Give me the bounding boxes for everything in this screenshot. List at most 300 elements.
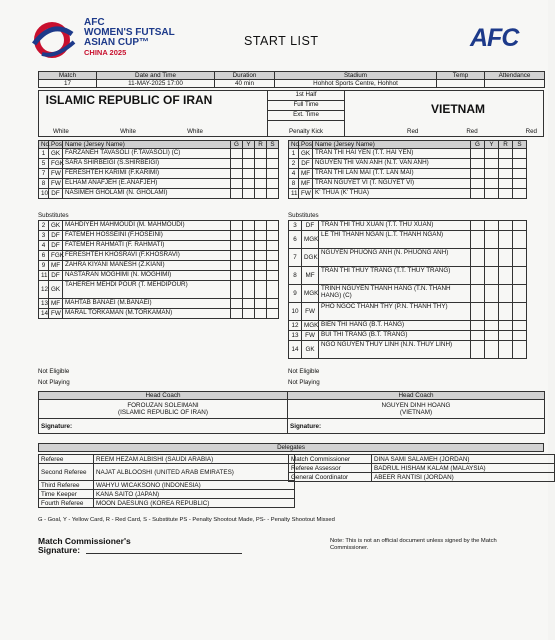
delegate-row xyxy=(289,464,555,473)
delegate-name: WAHYU WICAKSONO (INDONESIA) xyxy=(94,481,295,490)
player-row xyxy=(289,179,527,189)
player-stat-cell xyxy=(513,285,527,303)
tournament-logo xyxy=(28,18,208,64)
player-row xyxy=(289,149,527,159)
player-stat-cell xyxy=(255,271,267,281)
player-no: 14 xyxy=(289,341,302,359)
player-stat-cell xyxy=(513,267,527,285)
match-attendance xyxy=(485,80,545,88)
page-title: START LIST xyxy=(244,34,319,48)
player-pos: DF xyxy=(302,221,319,231)
column-header: Name (Jersey Name) xyxy=(63,141,231,149)
player-stat-cell xyxy=(267,241,279,251)
player-stat-cell xyxy=(267,271,279,281)
column-header: No. xyxy=(39,141,49,149)
delegates-table xyxy=(288,454,555,482)
player-no: 6 xyxy=(39,251,49,261)
player-stat-cell xyxy=(471,249,485,267)
player-stat-cell xyxy=(231,309,243,319)
player-stat-cell xyxy=(471,179,485,189)
teams-block xyxy=(38,90,544,137)
home-substitutes-label: Substitutes xyxy=(38,212,69,219)
player-row xyxy=(289,231,527,249)
player-stat-cell xyxy=(255,159,267,169)
home-coach-name: FOROUZAN SOLEIMANI xyxy=(127,402,199,409)
player-stat-cell xyxy=(255,241,267,251)
player-stat-cell xyxy=(255,251,267,261)
player-stat-cell xyxy=(499,321,513,331)
player-stat-cell xyxy=(471,303,485,321)
column-header: Y xyxy=(485,141,499,149)
player-no: 14 xyxy=(39,309,49,319)
player-no: 5 xyxy=(39,159,49,169)
player-row xyxy=(289,249,527,267)
player-table-header xyxy=(289,141,527,149)
player-no: 4 xyxy=(39,241,49,251)
away-starters-table xyxy=(288,140,527,199)
player-stat-cell xyxy=(255,179,267,189)
player-stat-cell xyxy=(243,169,255,179)
player-name: TRAN THI THU XUAN (T.T. THU XUAN) xyxy=(319,221,471,231)
player-stat-cell xyxy=(243,251,255,261)
player-no: 13 xyxy=(289,331,302,341)
delegate-role: Fourth Referee xyxy=(39,499,94,508)
player-stat-cell xyxy=(485,159,499,169)
player-no: 8 xyxy=(39,179,49,189)
legend-text: G - Goal, Y - Yellow Card, R - Red Card, S - Substitute PS - Penalty Shootout Made, PS- - Penalty Shootout Missed xyxy=(38,517,335,523)
player-row xyxy=(39,309,279,319)
player-stat-cell xyxy=(231,241,243,251)
home-not-playing: Not Playing xyxy=(38,379,70,386)
player-table xyxy=(38,220,279,319)
player-stat-cell xyxy=(231,299,243,309)
player-stat-cell xyxy=(255,149,267,159)
player-stat-cell xyxy=(485,149,499,159)
player-no: 4 xyxy=(289,169,299,179)
player-row xyxy=(289,169,527,179)
away-not-eligible: Not Eligible xyxy=(288,368,320,375)
player-no: 8 xyxy=(289,179,299,189)
player-stat-cell xyxy=(255,221,267,231)
match-info-value-row xyxy=(39,80,545,88)
match-commissioner-label: Match Commissioner's xyxy=(38,536,131,546)
player-stat-cell xyxy=(267,231,279,241)
player-stat-cell xyxy=(471,169,485,179)
player-stat-cell xyxy=(255,299,267,309)
player-stat-cell xyxy=(471,159,485,169)
delegate-name: ABEER RANTISI (JORDAN) xyxy=(372,473,555,482)
delegate-role: General Coordinator xyxy=(289,473,372,482)
player-no: 11 xyxy=(289,189,299,199)
player-pos: MF xyxy=(49,261,63,271)
player-name: SARA SHIRBEIGI (S.SHIRBEIGI) xyxy=(63,159,231,169)
player-row xyxy=(39,189,279,199)
match-info-table xyxy=(38,71,545,88)
period-1st-half: 1st Half xyxy=(268,91,344,101)
delegate-role: Second Referee xyxy=(39,464,94,481)
delegates-header: Delegates xyxy=(38,443,544,452)
player-stat-cell xyxy=(485,341,499,359)
player-stat-cell xyxy=(243,241,255,251)
player-stat-cell xyxy=(471,331,485,341)
player-name: K' THUA (K' THUA) xyxy=(313,189,471,199)
player-stat-cell xyxy=(513,231,527,249)
player-name: ZAHRA KIYANI MANESH (Z.KIANI) xyxy=(63,261,231,271)
player-name: FARZANEH TAVASOLI (F.TAVASOLI) (C) xyxy=(63,149,231,159)
player-no: 10 xyxy=(289,303,302,321)
player-name: MAHDIYEH MAHMOUDI (M. MAHMOUDI) xyxy=(63,221,231,231)
player-name: ELHAM ANAFJEH (E.ANAFJEH) xyxy=(63,179,231,189)
player-stat-cell xyxy=(513,303,527,321)
player-stat-cell xyxy=(485,221,499,231)
player-stat-cell xyxy=(255,261,267,271)
player-row xyxy=(39,271,279,281)
away-substitutes-label: Substitutes xyxy=(288,212,319,219)
player-pos: FW xyxy=(302,331,319,341)
head-coach-signature-row xyxy=(39,419,545,434)
delegates-left-table xyxy=(38,454,295,508)
player-name: PHO NGOC THANH THY (P.N. THANH THY) xyxy=(319,303,471,321)
player-pos: GK xyxy=(49,149,63,159)
player-stat-cell xyxy=(267,189,279,199)
delegates-table xyxy=(38,454,295,508)
player-stat-cell xyxy=(255,169,267,179)
player-pos: FW xyxy=(49,179,63,189)
player-stat-cell xyxy=(513,189,527,199)
player-name: TRAN NGUYET VI (T. NGUYET VI) xyxy=(313,179,471,189)
player-stat-cell xyxy=(267,169,279,179)
player-table xyxy=(288,220,527,359)
player-stat-cell xyxy=(499,159,513,169)
player-stat-cell xyxy=(231,221,243,231)
player-no: 7 xyxy=(289,249,302,267)
player-row xyxy=(39,261,279,271)
match-stadium: Hohhot Sports Centre, Hohhot xyxy=(275,80,437,88)
delegate-name: MOON DAESUNG (KOREA REPUBLIC) xyxy=(94,499,295,508)
player-row xyxy=(39,221,279,231)
home-coach-signature[interactable]: Signature: xyxy=(39,419,288,434)
column-header: Y xyxy=(243,141,255,149)
attendance-label: Attendance xyxy=(485,72,545,80)
period-ext-time: Ext. Time xyxy=(268,111,344,121)
delegate-name: NAJAT ALBLOOSHI (UNITED ARAB EMIRATES) xyxy=(94,464,295,481)
player-no: 9 xyxy=(39,261,49,271)
match-date-time: 11-MAY-2025 17:00 xyxy=(97,80,215,88)
period-penalty-kick: Penalty Kick xyxy=(288,128,324,135)
player-name: FERESHTEH KHOSRAVI (F.KHOSRAVI) xyxy=(63,251,231,261)
player-row xyxy=(289,267,527,285)
player-stat-cell xyxy=(499,303,513,321)
player-name: NASTARAN MOGHIMI (N. MOGHIMI) xyxy=(63,271,231,281)
home-kit-shorts: White xyxy=(120,128,136,135)
player-name: FERESHTEH KARIMI (F.KARIMI) xyxy=(63,169,231,179)
away-kit-shorts: Red xyxy=(466,128,478,135)
player-stat-cell xyxy=(499,341,513,359)
home-head-coach xyxy=(39,400,288,419)
player-no: 11 xyxy=(39,271,49,281)
away-kit-socks: Red xyxy=(525,128,537,135)
player-name: FATEMEH HOSSEINI (F.HOSEINI) xyxy=(63,231,231,241)
player-name: TRAN THI HAI YEN (T.T. HAI YEN) xyxy=(313,149,471,159)
player-name: MARAL TORKAMAN (M.TORKAMAN) xyxy=(63,309,231,319)
player-row xyxy=(39,159,279,169)
player-row xyxy=(289,189,527,199)
player-stat-cell xyxy=(499,221,513,231)
delegate-name: KANA SAITO (JAPAN) xyxy=(94,490,295,499)
away-substitutes-table xyxy=(288,220,527,359)
player-stat-cell xyxy=(485,231,499,249)
head-coach-table xyxy=(38,391,545,434)
player-pos: GK xyxy=(302,341,319,359)
player-stat-cell xyxy=(499,231,513,249)
player-no: 2 xyxy=(39,221,49,231)
player-stat-cell xyxy=(231,281,243,299)
column-header: Pos xyxy=(299,141,313,149)
player-pos: DF xyxy=(49,189,63,199)
delegate-row xyxy=(39,455,295,464)
away-kit-colors xyxy=(407,128,537,135)
player-stat-cell xyxy=(267,149,279,159)
player-stat-cell xyxy=(485,169,499,179)
player-stat-cell xyxy=(485,331,499,341)
player-pos: FW xyxy=(302,303,319,321)
delegate-row xyxy=(39,464,295,481)
away-not-playing: Not Playing xyxy=(288,379,320,386)
player-name: NGUYEN THI VAN ANH (N.T. VAN ANH) xyxy=(313,159,471,169)
player-stat-cell xyxy=(513,159,527,169)
player-name: TRINH NGUYEN THANH HANG (T.N. THANH HANG) (C) xyxy=(319,285,471,303)
column-header: Name (Jersey Name) xyxy=(313,141,471,149)
player-stat-cell xyxy=(499,267,513,285)
player-stat-cell xyxy=(485,189,499,199)
column-header: G xyxy=(231,141,243,149)
player-pos: FGK xyxy=(49,251,63,261)
commissioner-signature-label: Signature: xyxy=(38,545,81,555)
player-pos: MGK xyxy=(302,231,319,249)
delegate-role: Time Keeper xyxy=(39,490,94,499)
logo-line-asian-cup: ASIAN CUP™ xyxy=(84,37,150,48)
player-stat-cell xyxy=(513,249,527,267)
player-stat-cell xyxy=(231,149,243,159)
player-no: 9 xyxy=(289,285,302,303)
player-row xyxy=(289,341,527,359)
player-stat-cell xyxy=(471,149,485,159)
player-no: 12 xyxy=(289,321,302,331)
player-no: 8 xyxy=(289,267,302,285)
player-stat-cell xyxy=(231,179,243,189)
player-stat-cell xyxy=(231,231,243,241)
player-pos: DF xyxy=(299,159,313,169)
player-name: FATEMEH RAHMATI (F. RAHMATI) xyxy=(63,241,231,251)
player-row xyxy=(39,281,279,299)
player-stat-cell xyxy=(267,299,279,309)
player-stat-cell xyxy=(485,303,499,321)
player-stat-cell xyxy=(499,169,513,179)
player-name: NASIMEH GHOLAMI (N. GHOLAMI) xyxy=(63,189,231,199)
player-pos: DGK xyxy=(302,249,319,267)
player-stat-cell xyxy=(243,159,255,169)
player-stat-cell xyxy=(499,331,513,341)
player-table xyxy=(288,140,527,199)
player-stat-cell xyxy=(267,309,279,319)
player-name: MAHTAB BANAEI (M.BANAEI) xyxy=(63,299,231,309)
logo-line-china-2025: CHINA 2025 xyxy=(84,48,127,57)
player-stat-cell xyxy=(243,271,255,281)
delegate-row xyxy=(39,481,295,490)
player-stat-cell xyxy=(513,179,527,189)
player-row xyxy=(289,303,527,321)
player-stat-cell xyxy=(243,309,255,319)
player-table xyxy=(38,140,279,199)
player-stat-cell xyxy=(499,249,513,267)
player-no: 13 xyxy=(39,299,49,309)
player-stat-cell xyxy=(267,281,279,299)
column-header: S xyxy=(267,141,279,149)
home-not-eligible: Not Eligible xyxy=(38,368,70,375)
away-kit-shirt: Red xyxy=(407,128,419,135)
player-stat-cell xyxy=(485,321,499,331)
player-pos: MGK xyxy=(302,285,319,303)
player-stat-cell xyxy=(485,179,499,189)
away-head-coach xyxy=(288,400,545,419)
player-row xyxy=(39,179,279,189)
player-pos: DF xyxy=(49,231,63,241)
player-no: 1 xyxy=(289,149,299,159)
player-row xyxy=(39,231,279,241)
column-header: R xyxy=(255,141,267,149)
player-stat-cell xyxy=(267,261,279,271)
player-stat-cell xyxy=(471,189,485,199)
player-pos: MF xyxy=(299,179,313,189)
player-no: 2 xyxy=(289,159,299,169)
away-coach-signature[interactable]: Signature: xyxy=(288,419,545,434)
player-stat-cell xyxy=(255,189,267,199)
duration-label: Duration xyxy=(215,72,275,80)
match-number: 17 xyxy=(39,80,97,88)
delegate-role: Third Referee xyxy=(39,481,94,490)
date-time-label: Date and Time xyxy=(97,72,215,80)
player-stat-cell xyxy=(513,221,527,231)
player-pos: GK xyxy=(299,149,313,159)
player-pos: MF xyxy=(299,169,313,179)
delegate-name: BADRUL HISHAM KALAM (MALAYSIA) xyxy=(372,464,555,473)
player-stat-cell xyxy=(513,169,527,179)
logo-line-womens-futsal: WOMEN'S FUTSAL xyxy=(84,27,175,38)
player-no: 12 xyxy=(39,281,49,299)
home-head-coach-label: Head Coach xyxy=(39,392,288,400)
delegate-row xyxy=(289,455,555,464)
player-pos: MF xyxy=(49,299,63,309)
player-stat-cell xyxy=(471,321,485,331)
delegates-right-table xyxy=(288,454,555,482)
player-no: 10 xyxy=(39,189,49,199)
player-stat-cell xyxy=(255,309,267,319)
column-header: Pos xyxy=(49,141,63,149)
player-stat-cell xyxy=(513,341,527,359)
logo-line-afc: AFC xyxy=(84,17,105,28)
home-coach-team: (ISLAMIC REPUBLIC OF IRAN) xyxy=(118,409,208,416)
player-stat-cell xyxy=(513,321,527,331)
player-stat-cell xyxy=(267,159,279,169)
player-stat-cell xyxy=(243,221,255,231)
player-row xyxy=(39,299,279,309)
player-name: TRAN THI LAN MAI (T.T. LAN MAI) xyxy=(313,169,471,179)
player-row xyxy=(289,221,527,231)
delegate-row xyxy=(289,473,555,482)
home-kit-socks: White xyxy=(187,128,203,135)
player-row xyxy=(289,321,527,331)
away-head-coach-label: Head Coach xyxy=(288,392,545,400)
player-stat-cell xyxy=(255,231,267,241)
player-no: 1 xyxy=(39,149,49,159)
delegate-name: REEM HEZAM ALBISHI (SAUDI ARABIA) xyxy=(94,455,295,464)
player-no: 7 xyxy=(39,169,49,179)
player-pos: FW xyxy=(49,169,63,179)
player-stat-cell xyxy=(231,159,243,169)
match-info-header-row xyxy=(39,72,545,80)
player-row xyxy=(39,169,279,179)
player-no: 3 xyxy=(289,221,302,231)
player-stat-cell xyxy=(485,285,499,303)
delegate-role: Referee Assessor xyxy=(289,464,372,473)
player-stat-cell xyxy=(231,271,243,281)
player-stat-cell xyxy=(243,299,255,309)
stadium-label: Stadium xyxy=(275,72,437,80)
temp-label: Temp xyxy=(437,72,485,80)
player-no: 3 xyxy=(39,231,49,241)
player-stat-cell xyxy=(243,281,255,299)
player-pos: DF xyxy=(49,241,63,251)
player-stat-cell xyxy=(231,251,243,261)
player-stat-cell xyxy=(485,249,499,267)
player-pos: GK xyxy=(49,281,63,299)
player-name: BUI THI TRANG (B.T. TRANG) xyxy=(319,331,471,341)
player-pos: FW xyxy=(299,189,313,199)
player-stat-cell xyxy=(513,331,527,341)
player-name: LE THI THANH NGAN (L.T. THANH NGAN) xyxy=(319,231,471,249)
match-temp xyxy=(437,80,485,88)
player-stat-cell xyxy=(243,179,255,189)
delegate-row xyxy=(39,499,295,508)
column-header: G xyxy=(471,141,485,149)
home-starters-table xyxy=(38,140,279,199)
player-pos: DF xyxy=(49,271,63,281)
delegate-role: Match Commissioner xyxy=(289,455,372,464)
player-stat-cell xyxy=(267,179,279,189)
player-pos: FGK xyxy=(49,159,63,169)
head-coach-name-row xyxy=(39,400,545,419)
player-pos: FW xyxy=(49,309,63,319)
delegate-role: Referee xyxy=(39,455,94,464)
player-stat-cell xyxy=(471,341,485,359)
column-header: No. xyxy=(289,141,299,149)
player-stat-cell xyxy=(267,221,279,231)
home-kit-colors xyxy=(53,128,203,135)
player-stat-cell xyxy=(231,189,243,199)
commissioner-signature-line[interactable] xyxy=(86,553,242,554)
player-stat-cell xyxy=(499,149,513,159)
player-name: NGUYEN PHUONG ANH (N. PHUONG ANH) xyxy=(319,249,471,267)
column-header: S xyxy=(513,141,527,149)
player-stat-cell xyxy=(471,231,485,249)
player-stat-cell xyxy=(471,221,485,231)
player-stat-cell xyxy=(243,189,255,199)
home-team-name: ISLAMIC REPUBLIC OF IRAN xyxy=(45,93,213,107)
away-team-name: VIETNAM xyxy=(431,102,485,116)
player-stat-cell xyxy=(485,267,499,285)
player-row xyxy=(289,331,527,341)
player-table-header xyxy=(39,141,279,149)
